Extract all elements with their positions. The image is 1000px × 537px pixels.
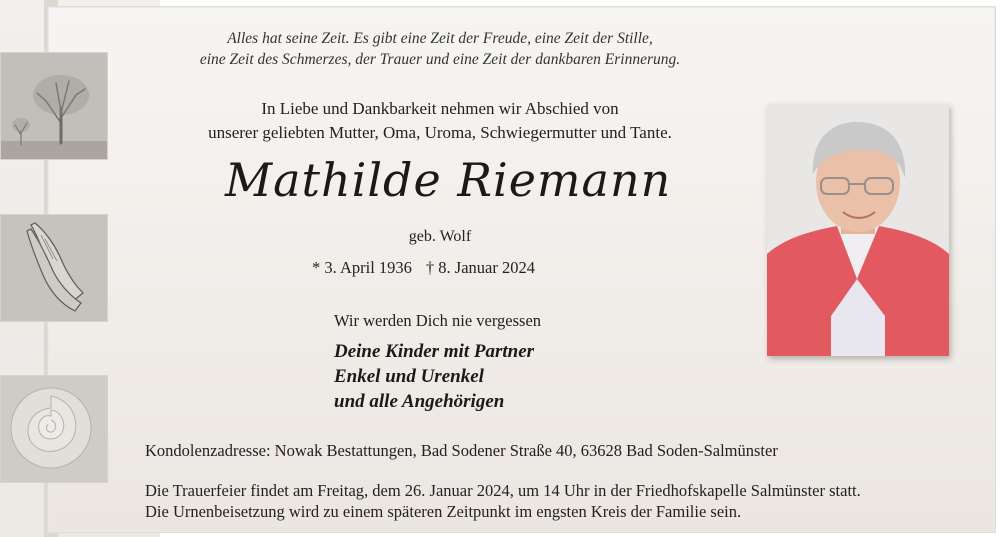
mourner-line: Deine Kinder mit Partner: [334, 341, 535, 362]
condolence-address: Kondolenzadresse: Nowak Bestattungen, Bad Sodener Straße 40, 63628 Bad Soden-Salmünster: [145, 441, 778, 460]
ceremony-line-2: Die Urnenbeisetzung wird zu einem späteren Zeitpunkt im engsten Kreis der Familie sein.: [145, 502, 742, 521]
ceremony-info: [145, 480, 861, 522]
birth-date: * 3. April 1936: [312, 258, 412, 277]
life-dates: [312, 258, 535, 278]
praying-hands-image: [1, 215, 107, 321]
portrait-photo: [767, 104, 949, 356]
deceased-name: Mathilde Riemann: [225, 153, 672, 207]
opening-quote: [160, 28, 720, 70]
quote-line-2: eine Zeit des Schmerzes, der Trauer und eine Zeit der dankbaren Erinnerung.: [199, 51, 681, 68]
mourner-line: Enkel und Urenkel: [334, 366, 484, 387]
intro-line-2: unserer geliebten Mutter, Oma, Uroma, Schwiegermutter und Tante.: [208, 123, 672, 142]
tree-image: [1, 53, 107, 159]
intro-text: [150, 97, 730, 145]
farewell-line: Wir werden Dich nie vergessen: [334, 311, 542, 330]
ceremony-line-1: Die Trauerfeier findet am Freitag, dem 26. Januar 2024, um 14 Uhr in der Friedhofskapelle Salmünster statt.: [145, 481, 861, 500]
death-date: † 8. Januar 2024: [425, 258, 535, 277]
rose-image: [1, 376, 107, 482]
mourner-line: und alle Angehörigen: [334, 391, 505, 412]
quote-line-1: Alles hat seine Zeit. Es gibt eine Zeit der Freude, eine Zeit der Stille,: [227, 30, 653, 47]
maiden-name: geb. Wolf: [408, 228, 472, 245]
mourners-list: [334, 339, 534, 414]
intro-line-1: In Liebe und Dankbarkeit nehmen wir Abschied von: [261, 99, 619, 118]
